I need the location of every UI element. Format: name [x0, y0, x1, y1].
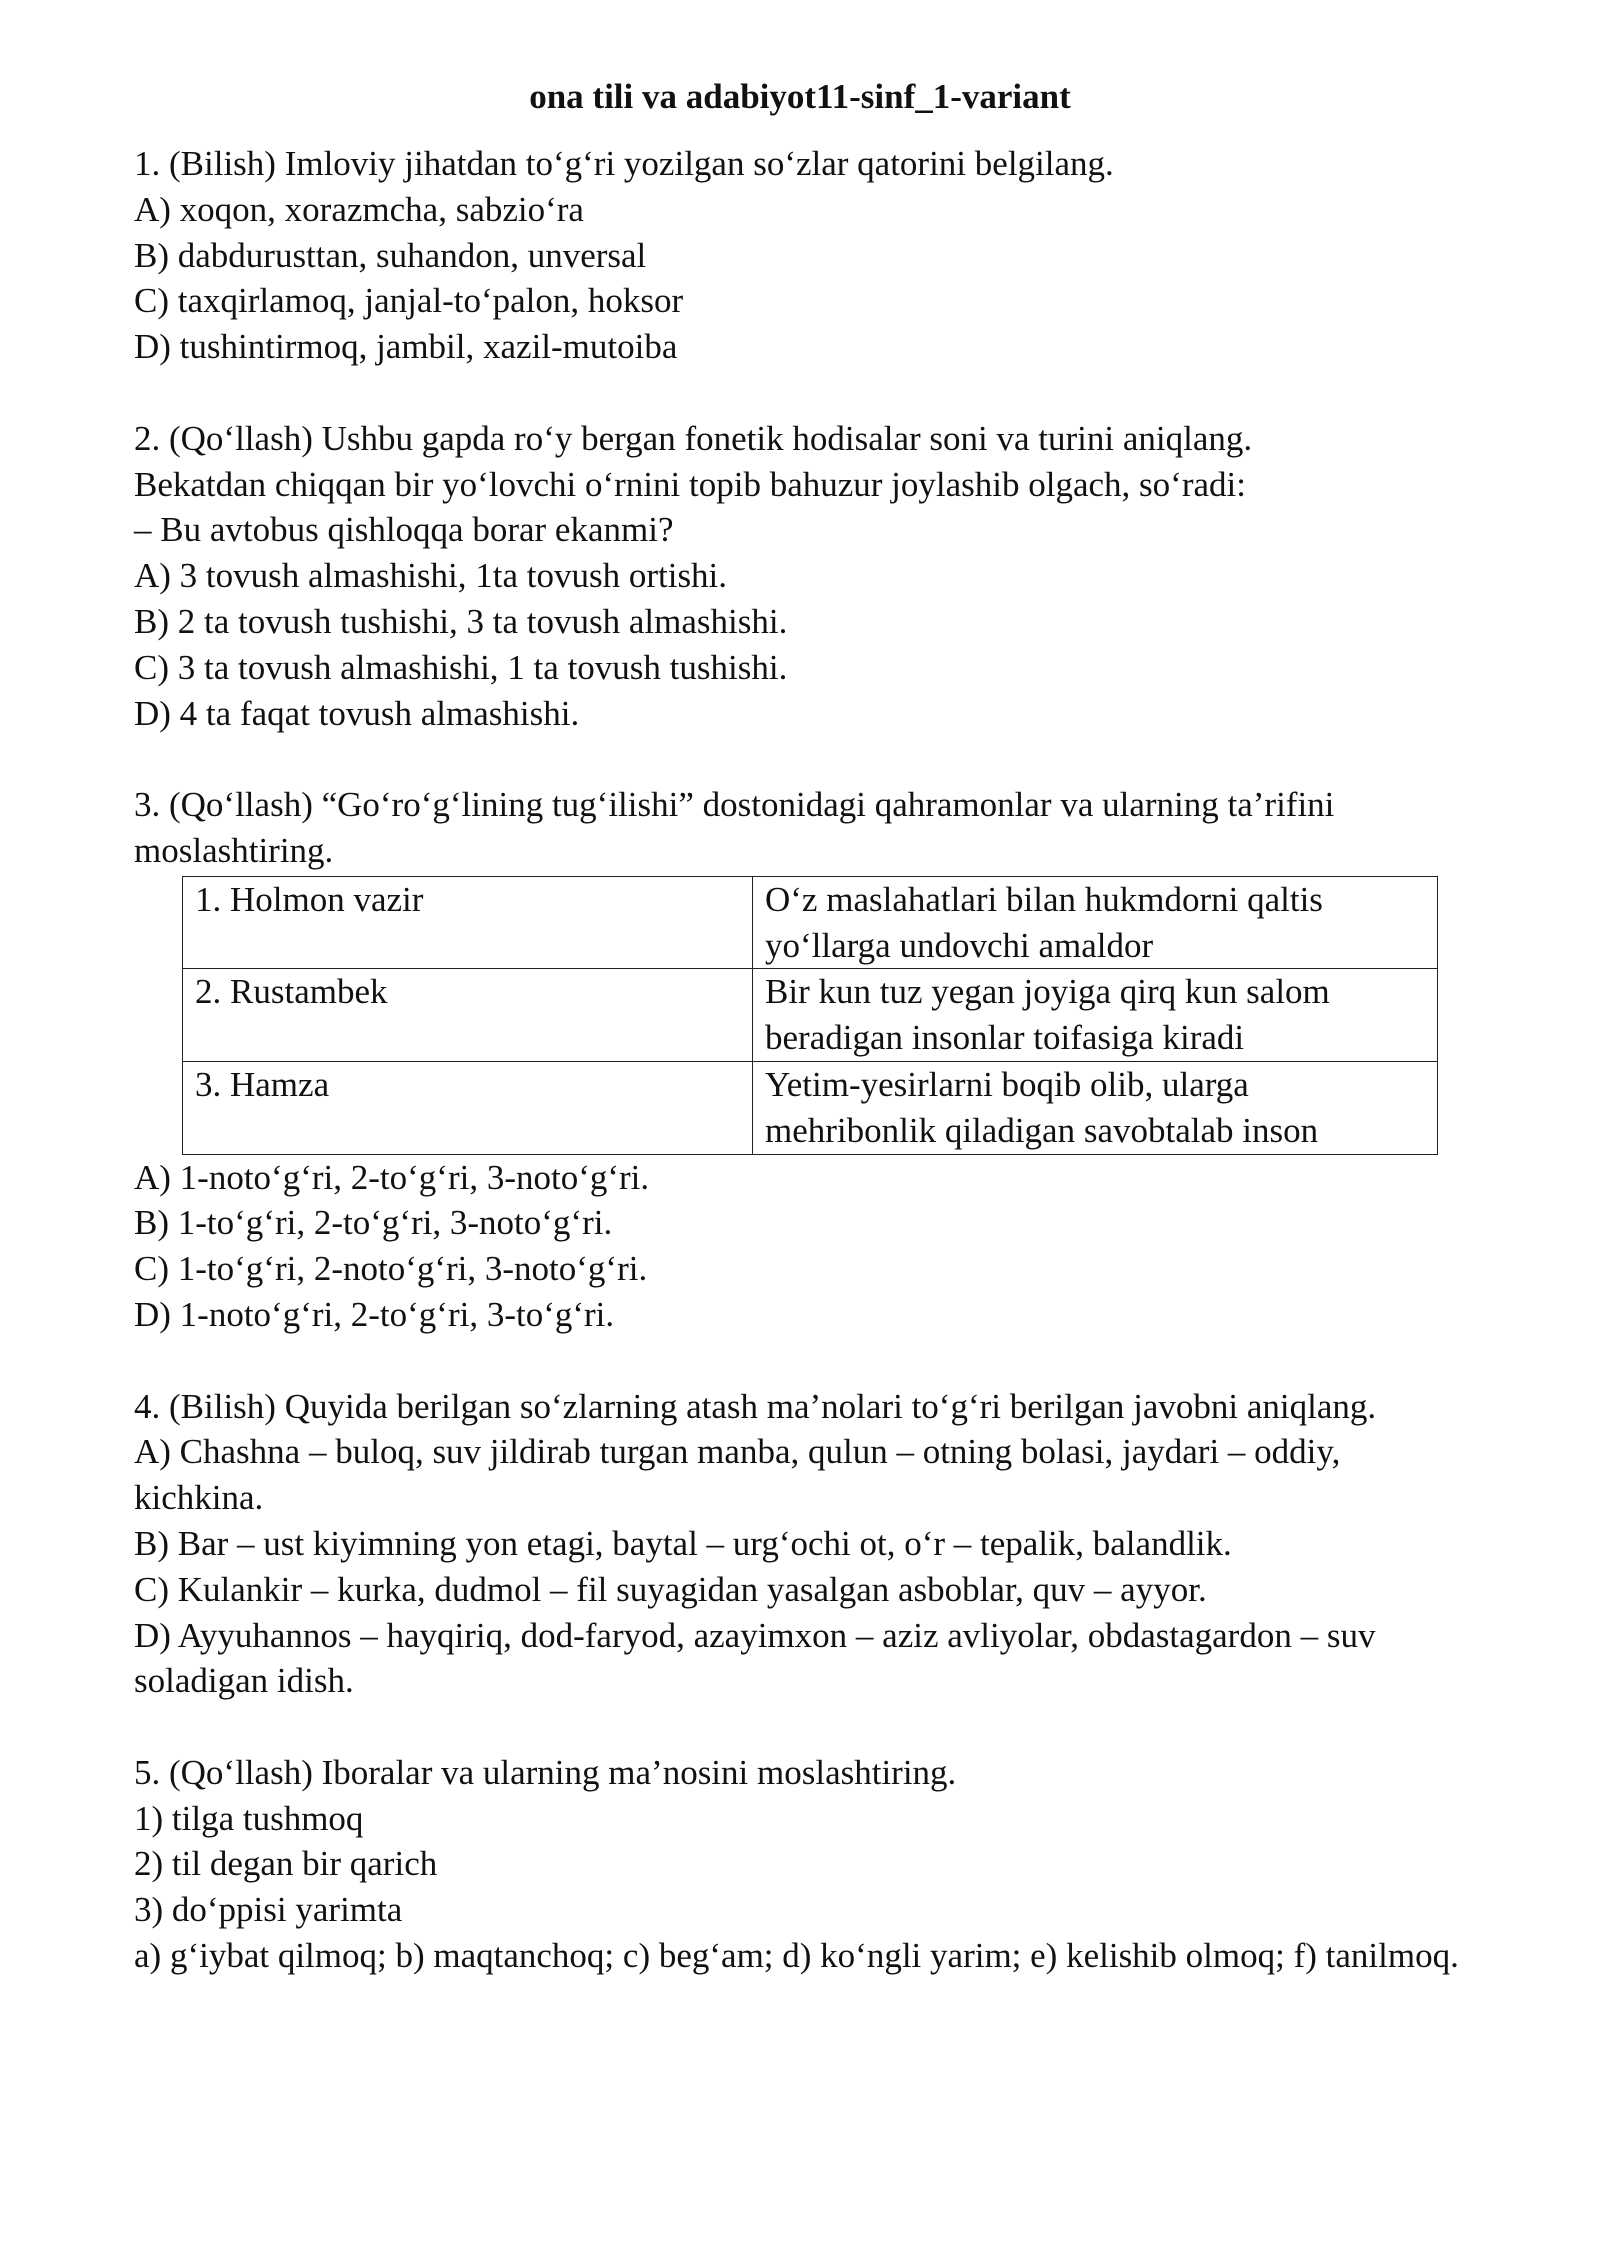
- answer-option: A) 3 tovush almashishi, 1ta tovush ortishi.: [134, 556, 728, 596]
- question-stem: 5. (Qoʻllash) Iboralar va ularning ma’nosini moslashtiring.: [134, 1752, 957, 1792]
- table-cell-description: Yetim-yesirlarni boqib olib, ularga mehribonlik qiladigan savobtalab inson: [753, 1061, 1438, 1154]
- table-cell-description: Oʻz maslahatlari bilan hukmdorni qaltis yoʻllarga undovchi amaldor: [753, 876, 1438, 969]
- question-2: [134, 416, 1474, 737]
- table-row: [183, 876, 1438, 969]
- meaning-options: a) gʻiybat qilmoq; b) maqtanchoq; c) begʻam; d) koʻngli yarim; e) kelishib olmoq; f) tanilmoq.: [134, 1936, 1459, 1976]
- answer-option: B) 2 ta tovush tushishi, 3 ta tovush almashishi.: [134, 601, 788, 641]
- answer-option: B) Bar – ust kiyimning yon etagi, baytal – urgʻochi ot, oʻr – tepalik, balandlik.: [134, 1523, 1232, 1563]
- answer-option: C) Kulankir – kurka, dudmol – fil suyagidan yasalgan asboblar, quv – ayyor.: [134, 1569, 1207, 1609]
- answer-option: B) 1-toʻgʻri, 2-toʻgʻri, 3-notoʻgʻri.: [134, 1203, 613, 1243]
- answer-option: A) 1-notoʻgʻri, 2-toʻgʻri, 3-notoʻgʻri.: [134, 1157, 650, 1197]
- question-stem: 4. (Bilish) Quyida berilgan soʻzlarning atash ma’nolari toʻgʻri berilgan javobni aniqlang.: [134, 1386, 1377, 1426]
- phrase-item: 1) tilga tushmoq: [134, 1798, 364, 1838]
- answer-option: C) 3 ta tovush almashishi, 1 ta tovush tushishi.: [134, 647, 788, 687]
- table-cell-character: 1. Holmon vazir: [183, 876, 753, 969]
- table-cell-character: 3. Hamza: [183, 1061, 753, 1154]
- table-row: [183, 969, 1438, 1062]
- question-4: [134, 1384, 1474, 1705]
- answer-option: C) 1-toʻgʻri, 2-notoʻgʻri, 3-notoʻgʻri.: [134, 1249, 648, 1289]
- document-title: ona tili va adabiyot11-sinf_1-variant: [529, 77, 1071, 116]
- answer-option: D) Ayyuhannos – hayqiriq, dod-faryod, azayimxon – aziz avliyolar, obdastagardon – suv soladigan idish.: [134, 1615, 1376, 1701]
- table-cell-description: Bir kun tuz yegan joyiga qirq kun salom beradigan insonlar toifasiga kiradi: [753, 969, 1438, 1062]
- question-1: [134, 141, 1474, 370]
- table-row: [183, 1061, 1438, 1154]
- question-text: Bekatdan chiqqan bir yoʻlovchi oʻrnini topib bahuzur joylashib olgach, soʻradi:: [134, 464, 1246, 504]
- question-5: [134, 1750, 1474, 1979]
- answer-option: B) dabdurusttan, suhandon, unversal: [134, 235, 647, 275]
- phrase-item: 2) til degan bir qarich: [134, 1844, 438, 1884]
- answer-option: D) tushintirmoq, jambil, xazil-mutoiba: [134, 327, 678, 367]
- question-3: [134, 782, 1474, 1338]
- table-cell-character: 2. Rustambek: [183, 969, 753, 1062]
- answer-option: A) Chashna – buloq, suv jildirab turgan manba, qulun – otning bolasi, jaydari – oddiy, kichkina.: [134, 1432, 1341, 1518]
- phrase-item: 3) doʻppisi yarimta: [134, 1890, 403, 1930]
- answer-option: A) xoqon, xorazmcha, sabzioʻra: [134, 189, 584, 229]
- answer-option: D) 1-notoʻgʻri, 2-toʻgʻri, 3-toʻgʻri.: [134, 1294, 615, 1334]
- question-text: – Bu avtobus qishloqqa borar ekanmi?: [134, 510, 674, 550]
- answer-option: D) 4 ta faqat tovush almashishi.: [134, 693, 580, 733]
- question-stem: 3. (Qoʻllash) “Goʻroʻgʻlining tugʻilishi” dostonidagi qahramonlar va ularning ta’rifini moslashtiring.: [134, 785, 1335, 870]
- question-stem: 1. (Bilish) Imloviy jihatdan toʻgʻri yozilgan soʻzlar qatorini belgilang.: [134, 144, 1114, 183]
- matching-table: [182, 876, 1438, 1155]
- question-stem: 2. (Qoʻllash) Ushbu gapda roʻy bergan fonetik hodisalar soni va turini aniqlang.: [134, 418, 1253, 458]
- answer-option: C) taxqirlamoq, janjal-toʻpalon, hoksor: [134, 281, 684, 321]
- document-body: [134, 141, 1474, 2025]
